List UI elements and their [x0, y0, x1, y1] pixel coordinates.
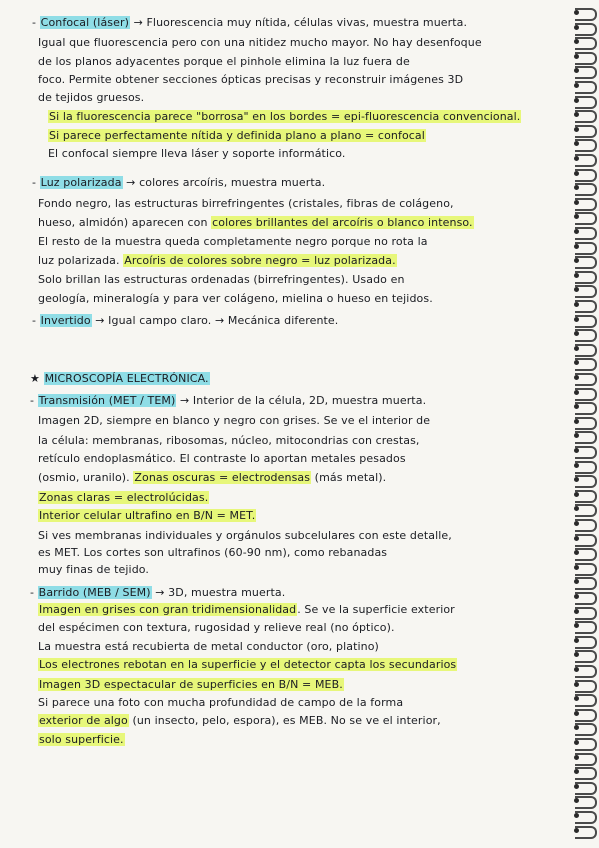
heading-highlight: Invertido [40, 314, 91, 327]
punch-hole [574, 813, 579, 818]
note-text: geología, mineralogía y para ver colágeno, mielina o hueso en tejidos. [38, 292, 433, 305]
note-text: muy finas de tejido. [38, 563, 150, 576]
note-text: Igual que fluorescencia pero con una nitidez mucho mayor. No hay desenfoque [38, 36, 482, 49]
punch-hole [574, 375, 579, 380]
note-text: ★ [30, 372, 44, 385]
note-line [48, 147, 345, 160]
note-line [38, 434, 420, 447]
punch-hole [574, 127, 579, 132]
note-line [38, 640, 379, 653]
spiral-ring [575, 271, 597, 284]
note-line [38, 471, 386, 484]
note-line [38, 621, 395, 634]
punch-hole [574, 536, 579, 541]
heading-highlight: Confocal (láser) [40, 16, 129, 29]
note-line [38, 546, 387, 559]
punch-hole [574, 98, 579, 103]
highlighted-text: Zonas oscuras = electrodensas [134, 471, 311, 484]
note-line [30, 586, 285, 599]
note-text: . Se ve la superficie exterior [297, 603, 455, 616]
note-text: Si ves membranas individuales y orgánulos subcelulares con este detalle, [38, 529, 452, 542]
note-text: Si parece una foto con mucha profundidad de campo de la forma [38, 696, 404, 709]
note-line [38, 254, 397, 267]
note-text: → colores arcoíris, muestra muerta. [122, 176, 326, 189]
note-text: es MET. Los cortes son ultrafinos (60-90 nm), como rebanadas [38, 546, 388, 559]
spiral-ring [575, 636, 597, 649]
punch-hole [574, 302, 579, 307]
note-line [38, 714, 441, 727]
note-line [38, 197, 454, 210]
note-text: (un insecto, pelo, espora), es MEB. No se ve el interior, [128, 714, 441, 727]
highlighted-text: Imagen en grises con gran tridimensionalidad [39, 603, 297, 616]
highlighted-text: Zonas claras = electrolúcidas. [39, 491, 209, 504]
highlighted-text: Arcoíris de colores sobre negro = luz polarizada. [124, 254, 396, 267]
punch-hole [574, 83, 579, 88]
punch-hole [574, 448, 579, 453]
note-line [48, 110, 521, 123]
spiral-ring [575, 52, 597, 65]
highlighted-text: exterior de algo [39, 714, 128, 727]
punch-hole [574, 229, 579, 234]
heading-highlight: Barrido (MEB / SEM) [38, 586, 151, 599]
punch-hole [574, 492, 579, 497]
note-text: El resto de la muestra queda completamente negro porque no rota la [38, 235, 428, 248]
note-text: Fondo negro, las estructuras birrefringentes (cristales, fibras de colágeno, [38, 197, 454, 210]
note-text: la célula: membranas, ribosomas, núcleo, mitocondrias con crestas, [38, 434, 420, 447]
punch-hole [574, 667, 579, 672]
note-line [30, 394, 426, 407]
note-line [38, 73, 463, 86]
spiral-ring [575, 417, 597, 430]
punch-hole [574, 390, 579, 395]
punch-hole [574, 740, 579, 745]
punch-hole [574, 346, 579, 351]
note-text: foco. Permite obtener secciones ópticas precisas y reconstruir imágenes 3D [38, 73, 464, 86]
spiral-ring [575, 709, 597, 722]
punch-hole [574, 784, 579, 789]
note-line [38, 235, 428, 248]
punch-hole [574, 171, 579, 176]
note-text: (osmio, uranilo). [38, 471, 134, 484]
note-text: luz polarizada. [38, 254, 124, 267]
heading-highlight: MICROSCOPÍA ELECTRÓNICA. [44, 372, 209, 385]
spiral-ring [575, 782, 597, 795]
spiral-binding [569, 0, 599, 848]
note-line [30, 372, 210, 385]
highlighted-text: Imagen 3D espectacular de superficies en B/N = MEB. [39, 678, 343, 691]
punch-hole [574, 156, 579, 161]
note-text: de los planos adyacentes porque el pinhole elimina la luz fuera de [38, 55, 410, 68]
note-line [38, 216, 474, 229]
highlighted-text: Interior celular ultrafino en B/N = MET. [39, 509, 256, 522]
punch-hole [574, 419, 579, 424]
note-line [38, 733, 125, 746]
note-line [38, 36, 482, 49]
highlighted-text: Si la fluorescencia parece "borrosa" en los bordes = epi-fluorescencia convencional. [49, 110, 521, 123]
note-text: El confocal siempre lleva láser y soporte informático. [48, 147, 346, 160]
punch-hole [574, 828, 579, 833]
punch-hole [574, 609, 579, 614]
note-text: - [30, 394, 38, 407]
note-text: → Fluorescencia muy nítida, células vivas, muestra muerta. [130, 16, 468, 29]
note-line [38, 529, 452, 542]
punch-hole [574, 594, 579, 599]
punch-hole [574, 638, 579, 643]
note-line [38, 414, 430, 427]
note-text: → Interior de la célula, 2D, muestra muerta. [176, 394, 427, 407]
note-text: - [32, 16, 40, 29]
punch-hole [574, 200, 579, 205]
spiral-ring [575, 125, 597, 138]
note-text: - [32, 176, 40, 189]
spiral-ring [575, 198, 597, 211]
punch-hole [574, 521, 579, 526]
highlighted-text: Si parece perfectamente nítida y definida plano a plano = confocal [49, 129, 425, 142]
note-text: → 3D, muestra muerta. [151, 586, 286, 599]
note-line [38, 563, 149, 576]
note-line [38, 658, 457, 671]
punch-hole [574, 54, 579, 59]
punch-hole [574, 317, 579, 322]
highlighted-text: solo superficie. [39, 733, 124, 746]
spiral-ring [575, 490, 597, 503]
note-line [32, 314, 338, 327]
note-text: del espécimen con textura, rugosidad y relieve real (no óptico). [38, 621, 395, 634]
note-line [38, 55, 410, 68]
note-line [38, 603, 455, 616]
note-line [38, 491, 209, 504]
spiral-ring [575, 563, 597, 576]
note-line [38, 678, 344, 691]
note-text: Solo brillan las estructuras ordenadas (birrefringentes). Usado en [38, 273, 405, 286]
note-text: de tejidos gruesos. [38, 91, 145, 104]
punch-hole [574, 273, 579, 278]
note-text: - [30, 586, 38, 599]
punch-hole [574, 25, 579, 30]
note-text: hueso, almidón) aparecen con [38, 216, 212, 229]
note-text: retículo endoplasmático. El contraste lo aportan metales pesados [38, 452, 406, 465]
note-line [32, 176, 325, 189]
note-line [38, 452, 406, 465]
highlighted-text: colores brillantes del arcoíris o blanco intenso. [212, 216, 473, 229]
note-line [38, 509, 256, 522]
punch-hole [574, 711, 579, 716]
note-text: Imagen 2D, siempre en blanco y negro con grises. Se ve el interior de [38, 414, 431, 427]
heading-highlight: Transmisión (MET / TEM) [38, 394, 176, 407]
note-line [38, 696, 403, 709]
heading-highlight: Luz polarizada [40, 176, 122, 189]
note-text: (más metal). [311, 471, 387, 484]
punch-hole [574, 244, 579, 249]
note-line [38, 292, 433, 305]
note-text: La muestra está recubierta de metal conductor (oro, platino) [38, 640, 379, 653]
note-text: → Igual campo claro. → Mecánica diferente. [91, 314, 339, 327]
punch-hole [574, 463, 579, 468]
highlighted-text: Los electrones rebotan en la superficie y el detector capta los secundarios [39, 658, 457, 671]
note-line [32, 16, 467, 29]
punch-hole [574, 682, 579, 687]
spiral-ring [575, 344, 597, 357]
note-line [48, 129, 426, 142]
punch-hole [574, 10, 579, 15]
note-line [38, 91, 144, 104]
punch-hole [574, 755, 579, 760]
note-text: - [32, 314, 40, 327]
punch-hole [574, 565, 579, 570]
note-line [38, 273, 405, 286]
